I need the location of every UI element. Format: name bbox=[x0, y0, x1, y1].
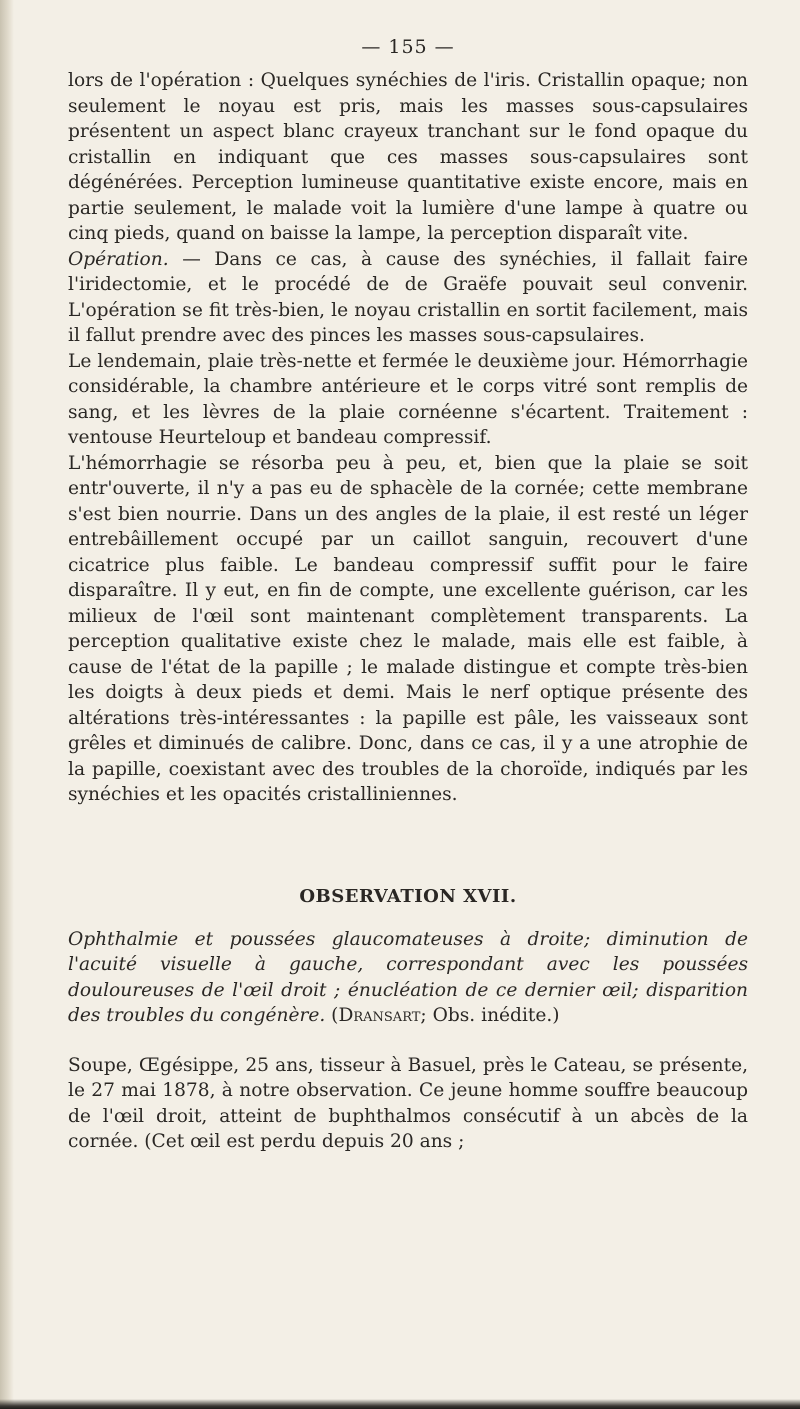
page-binding-shadow bbox=[0, 0, 14, 1409]
paragraph-3 bbox=[68, 349, 748, 451]
paragraph-4-text: L'hémorrhagie se résorba peu à peu, et, bien que la plaie se soit entr'ouverte, il n'y a pas eu de sphacèle de la cornée; cette membrane s'est bien nourrie. Dans un des angles de la plaie, il est resté un léger entrebâillement occupé par un caillot sanguin, recouvert d'une cicatrice plus faible. Le bandeau compressif suffit pour le faire disparaître. Il y eut, en fin de compte, une excellente guérison, car les milieux de l'œil sont maintenant complètement transparents. La perception qualitative existe chez le malade, mais elle est faible, à cause de l'état de la papille ; le malade distingue et compte très-bien les doigts à deux pieds et demi. Mais le nerf optique présente des altérations très-intéressantes : la papille est pâle, les vaisseaux sont grêles et diminués de calibre. Donc, dans ce cas, il y a une atrophie de la papille, coexistant avec des troubles de la choroïde, indiqués par les synéchies et les opacités cristalliniennes. bbox=[68, 452, 748, 805]
observation-title-text: Ophthalmie et poussées glaucomateuses à droite; diminution de l'acuité visuelle à gauche, correspondant avec les poussées douloureuses de l'œil droit ; énucléation de ce dernier œil; disparition des troubles du congénère. bbox=[68, 928, 748, 1026]
observation-author: Dransart bbox=[338, 1005, 421, 1026]
page-number: — 155 — bbox=[361, 36, 455, 58]
observation-note: Obs. inédite.) bbox=[432, 1005, 560, 1026]
paragraph-2-text: — Dans ce cas, à cause des synéchies, il fallait faire l'iridectomie, et le procédé de de Graëfe pouvait seul convenir. L'opération se fit très-bien, le noyau cristallin en sortit facilement, mais il fallut prendre avec des pinces les masses sous-capsulaires. bbox=[68, 248, 748, 346]
paragraph-3-text: Le lendemain, plaie très-nette et fermée le deuxième jour. Hémorrhagie considérable, la chambre antérieure et le corps vitré sont remplis de sang, et les lèvres de la plaie cornéenne s'écartent. Traitement : ventouse Heurteloup et bandeau compressif. bbox=[68, 350, 748, 448]
paragraph-1 bbox=[68, 68, 748, 247]
observation-heading: OBSERVATION XVII. bbox=[299, 885, 517, 907]
paragraph-4 bbox=[68, 451, 748, 808]
paragraph-2-run-in: Opération. bbox=[68, 248, 169, 270]
observation-body bbox=[68, 1053, 748, 1155]
paragraph-1-text: lors de l'opération : Quelques synéchies de l'iris. Cristallin opaque; non seulement le noyau est pris, mais les masses sous-capsulaires présentent un aspect blanc crayeux tranchant sur le fond opaque du cristallin en indiquant que ces masses sous-capsulaires sont dégénérées. Perception lumineuse quantitative existe encore, mais en partie seulement, le malade voit la lumière d'une lampe à quatre ou cinq pieds, quand on baisse la lampe, la perception disparaît vite. bbox=[68, 70, 748, 244]
page-bottom-edge bbox=[0, 1399, 800, 1409]
observation-title bbox=[68, 927, 748, 1029]
observation-title-open: ( bbox=[325, 1005, 339, 1026]
observation-title-sep: ; bbox=[420, 1005, 433, 1026]
observation-body-text: Soupe, Œgésippe, 25 ans, tisseur à Basuel, près le Cateau, se présente, le 27 mai 1878, à notre observation. Ce jeune homme souffre beaucoup de l'œil droit, atteint de buphthalmos consécutif à un abcès de la cornée. (Cet œil est perdu depuis 20 ans ; bbox=[68, 1054, 748, 1152]
book-page bbox=[68, 36, 748, 1155]
paragraph-2 bbox=[68, 247, 748, 349]
